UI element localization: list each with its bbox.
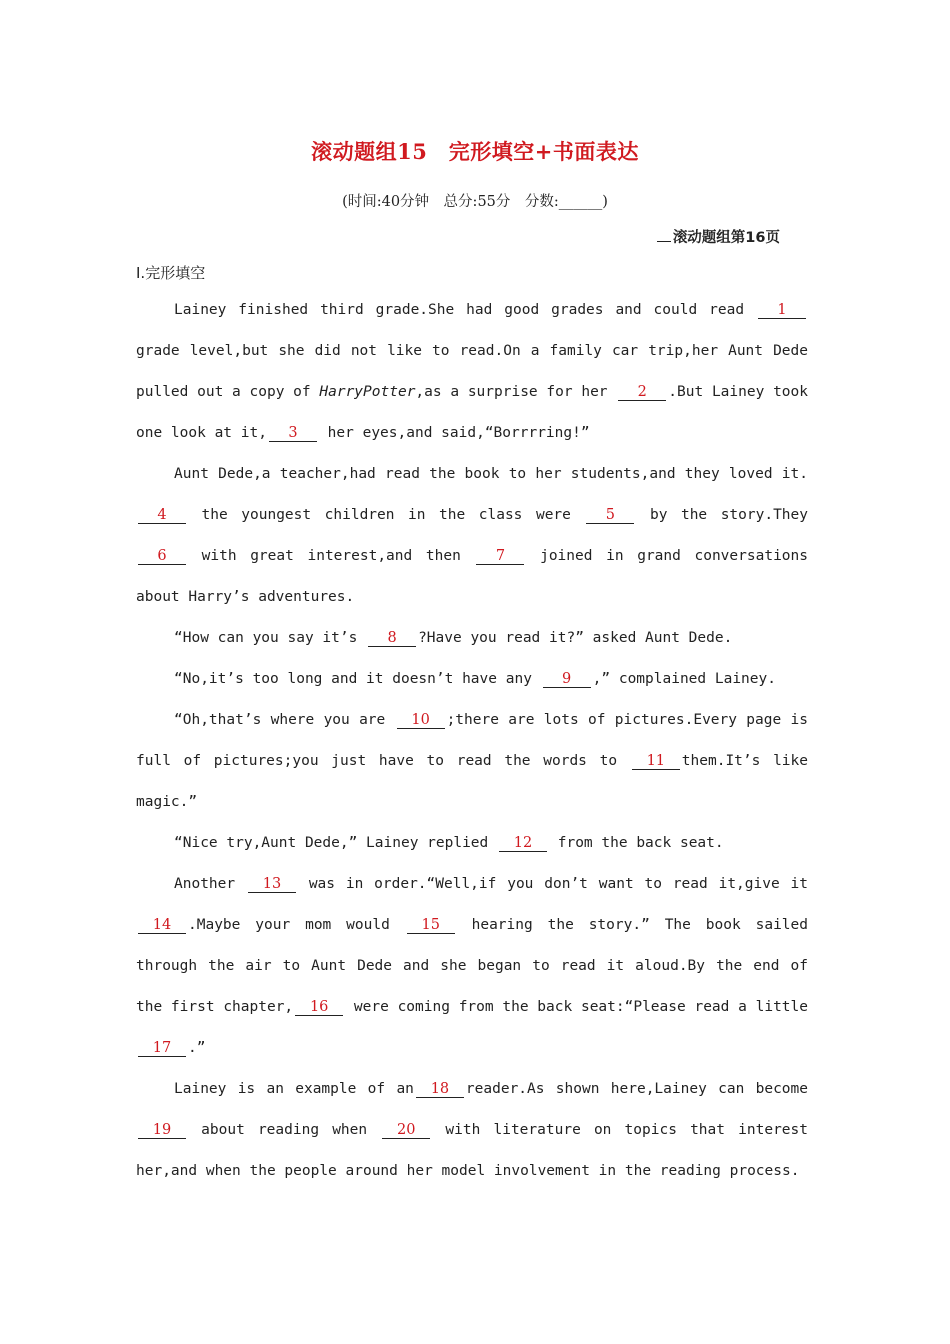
blank-number: 13 xyxy=(262,876,282,892)
blank-number: 18 xyxy=(430,1081,450,1097)
page-title: 滚动题组15 完形填空+书面表达 xyxy=(311,139,639,164)
test-info: (时间:40分钟 总分:55分 分数:______) xyxy=(342,194,608,210)
text-segment: with literature on topics that interest her,and when the people around her model involvement in the reading process. xyxy=(136,1122,808,1179)
text-segment: joined in grand conversations about Harry’s adventures. xyxy=(136,548,808,605)
paragraph-8 xyxy=(136,1069,808,1192)
text-segment: ;there are lots of pictures.Every page is full of pictures;you just have to read the words to xyxy=(136,712,808,769)
text-segment: .Maybe your mom would xyxy=(188,917,405,933)
blank-6 xyxy=(138,549,186,565)
paragraph-3 xyxy=(136,618,808,659)
text-segment: “No,it’s too long and it doesn’t have any xyxy=(174,671,541,687)
blank-number: 8 xyxy=(387,630,397,646)
text-segment: Another xyxy=(174,876,246,892)
text-segment: “Oh,that’s where you are xyxy=(174,712,395,728)
blank-15 xyxy=(407,918,455,934)
text-segment: were coming from the back seat:“Please read a little xyxy=(345,999,808,1015)
paragraph-6 xyxy=(136,823,808,864)
blank-number: 2 xyxy=(637,384,647,400)
underline-lead xyxy=(657,241,671,242)
blank-13 xyxy=(248,877,296,893)
text-segment: .But Lainey took one look at it, xyxy=(136,384,808,441)
blank-17 xyxy=(138,1041,186,1057)
blank-10 xyxy=(397,713,445,729)
text-segment: from the back seat. xyxy=(549,835,724,851)
blank-7 xyxy=(476,549,524,565)
blank-number: 16 xyxy=(309,999,329,1015)
text-segment: Lainey finished third grade.She had good grades and could read xyxy=(174,302,756,318)
text-segment: “Nice try,Aunt Dede,” Lainey replied xyxy=(174,835,498,851)
blank-number: 1 xyxy=(777,302,787,318)
blank-number: 3 xyxy=(288,425,298,441)
cloze-passage xyxy=(136,290,808,1192)
blank-1 xyxy=(758,303,806,319)
text-segment: “How can you say it’s xyxy=(174,630,367,646)
blank-9 xyxy=(543,672,591,688)
text-segment: with great interest,and then xyxy=(188,548,475,564)
blank-number: 12 xyxy=(513,835,533,851)
blank-number: 11 xyxy=(646,753,666,769)
paragraph-7 xyxy=(136,864,808,1069)
text-segment: Aunt Dede,a teacher,had read the book to her students,and they loved it. xyxy=(174,466,808,482)
text-segment: hearing the story.” The book sailed through the air to Aunt Dede and she began to read it aloud.By the end of the first chapter, xyxy=(136,917,808,1015)
blank-number: 10 xyxy=(411,712,430,728)
text-segment: .” xyxy=(188,1040,206,1056)
blank-number: 5 xyxy=(605,507,616,523)
paragraph-5 xyxy=(136,700,808,823)
text-segment: the youngest children in the class were xyxy=(188,507,585,523)
text-segment: by the story.They xyxy=(636,507,808,523)
text-segment: Lainey is an example of an xyxy=(174,1081,414,1097)
page-reference xyxy=(657,226,780,247)
page-reference-text: 滚动题组第16页 xyxy=(672,230,780,246)
blank-number: 20 xyxy=(397,1122,416,1138)
text-segment: was in order.“Well,if you don’t want to read it,give it xyxy=(297,876,808,892)
paragraph-4 xyxy=(136,659,808,700)
text-segment: ,” complained Lainey. xyxy=(592,671,776,687)
paragraph-1 xyxy=(136,290,808,454)
section-title: Ⅰ.完形填空 xyxy=(136,264,206,282)
text-segment: grade level,but she did not like to read.On a family car trip,her Aunt Dede pulled out a copy of xyxy=(136,343,808,400)
blank-4 xyxy=(138,508,186,524)
blank-number: 19 xyxy=(152,1122,172,1138)
blank-16 xyxy=(295,1000,343,1016)
text-segment: them.It’s like magic.” xyxy=(136,753,808,810)
blank-number: 9 xyxy=(562,671,572,687)
blank-18 xyxy=(416,1082,464,1098)
blank-14 xyxy=(138,918,186,934)
blank-number: 17 xyxy=(152,1040,172,1056)
book-title: HarryPotter xyxy=(319,384,416,400)
blank-number: 4 xyxy=(157,507,167,523)
blank-5 xyxy=(586,508,634,524)
blank-20 xyxy=(382,1123,430,1139)
blank-12 xyxy=(499,836,547,852)
text-segment: about reading when xyxy=(188,1122,381,1138)
text-segment: reader.As shown here,Lainey can become xyxy=(465,1081,808,1097)
text-segment: ,as a surprise for her xyxy=(415,384,617,400)
blank-19 xyxy=(138,1123,186,1139)
text-segment: ?Have you read it?” asked Aunt Dede. xyxy=(418,630,733,646)
blank-number: 14 xyxy=(152,917,172,933)
blank-number: 6 xyxy=(157,548,167,564)
blank-2 xyxy=(618,385,666,401)
blank-8 xyxy=(368,631,416,647)
blank-number: 15 xyxy=(421,917,440,933)
blank-3 xyxy=(269,426,317,442)
text-segment: her eyes,and said,“Borrrring!” xyxy=(318,425,590,441)
blank-number: 7 xyxy=(495,548,506,564)
blank-11 xyxy=(632,754,680,770)
paragraph-2 xyxy=(136,454,808,618)
